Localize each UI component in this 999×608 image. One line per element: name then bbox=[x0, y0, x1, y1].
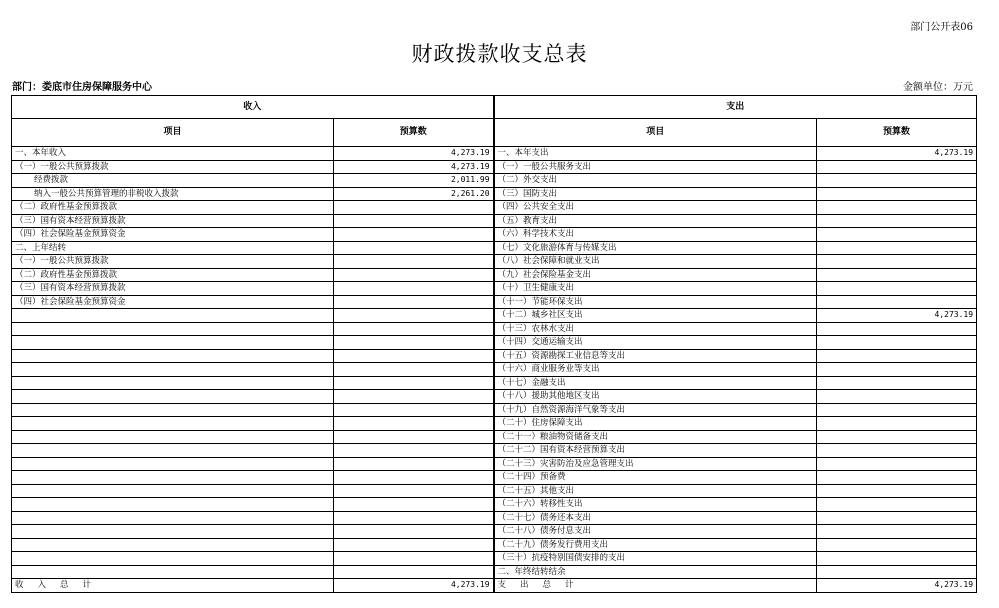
table-row bbox=[12, 444, 977, 458]
income-value-cell bbox=[334, 228, 494, 242]
table-row bbox=[12, 390, 977, 404]
income-value-cell bbox=[334, 241, 494, 255]
table-row bbox=[12, 268, 977, 282]
table-row bbox=[12, 295, 977, 309]
table-row bbox=[12, 511, 977, 525]
expense-item-cell: （十四）交通运输支出 bbox=[494, 336, 817, 350]
income-value-cell: 2,011.99 bbox=[334, 174, 494, 188]
expense-item-cell: （二十四）预备费 bbox=[494, 471, 817, 485]
expense-total-label: 支出总计 bbox=[494, 579, 817, 593]
income-value-cell: 4,273.19 bbox=[334, 147, 494, 161]
expense-item-cell: （七）文化旅游体育与传媒支出 bbox=[494, 241, 817, 255]
expense-item-cell: （六）科学技术支出 bbox=[494, 228, 817, 242]
total-row bbox=[12, 579, 977, 593]
expense-value-cell bbox=[817, 349, 977, 363]
expense-value-cell bbox=[817, 282, 977, 296]
expense-value-cell bbox=[817, 201, 977, 215]
income-value-cell bbox=[334, 565, 494, 579]
income-value-cell bbox=[334, 255, 494, 269]
table-row bbox=[12, 160, 977, 174]
expense-item-cell: （八）社会保障和就业支出 bbox=[494, 255, 817, 269]
income-item-cell bbox=[12, 525, 334, 539]
income-item-cell bbox=[12, 376, 334, 390]
expense-item-cell: （九）社会保险基金支出 bbox=[494, 268, 817, 282]
income-item-cell bbox=[12, 363, 334, 377]
table-row bbox=[12, 498, 977, 512]
expense-value-cell bbox=[817, 538, 977, 552]
expense-item-cell: （十五）资源勘探工业信息等支出 bbox=[494, 349, 817, 363]
expense-item-cell: （五）教育支出 bbox=[494, 214, 817, 228]
income-value-cell bbox=[334, 363, 494, 377]
income-item-cell bbox=[12, 471, 334, 485]
income-item-cell bbox=[12, 538, 334, 552]
table-row bbox=[12, 228, 977, 242]
table-row bbox=[12, 282, 977, 296]
expense-budget-col-header: 预算数 bbox=[817, 119, 977, 147]
income-item-cell: （四）社会保险基金预算资金 bbox=[12, 295, 334, 309]
expense-item-cell: （十九）自然资源海洋气象等支出 bbox=[494, 403, 817, 417]
table-row bbox=[12, 457, 977, 471]
income-item-cell bbox=[12, 565, 334, 579]
expense-value-cell bbox=[817, 241, 977, 255]
expense-value-cell bbox=[817, 295, 977, 309]
expense-value-cell bbox=[817, 525, 977, 539]
income-value-cell bbox=[334, 498, 494, 512]
expense-item-cell: （三）国防支出 bbox=[494, 187, 817, 201]
expense-item-cell: （二十九）债务发行费用支出 bbox=[494, 538, 817, 552]
income-item-cell: （三）国有资本经营预算拨款 bbox=[12, 214, 334, 228]
income-item-cell bbox=[12, 552, 334, 566]
expense-value-cell bbox=[817, 498, 977, 512]
income-item-cell: 经费拨款 bbox=[12, 174, 334, 188]
expense-value-cell bbox=[817, 417, 977, 431]
expense-item-cell: （十）卫生健康支出 bbox=[494, 282, 817, 296]
expense-value-cell bbox=[817, 403, 977, 417]
table-row bbox=[12, 322, 977, 336]
income-item-cell: （二）政府性基金预算拨款 bbox=[12, 268, 334, 282]
expense-value-cell: 4,273.19 bbox=[817, 309, 977, 323]
table-row bbox=[12, 471, 977, 485]
table-row bbox=[12, 174, 977, 188]
income-item-cell: （四）社会保险基金预算资金 bbox=[12, 228, 334, 242]
income-value-cell bbox=[334, 336, 494, 350]
expense-value-cell bbox=[817, 511, 977, 525]
table-row bbox=[12, 309, 977, 323]
table-body bbox=[12, 147, 977, 593]
expense-value-cell bbox=[817, 363, 977, 377]
expense-value-cell bbox=[817, 457, 977, 471]
income-value-cell bbox=[334, 390, 494, 404]
expense-value-cell bbox=[817, 160, 977, 174]
expense-item-cell: （二十）住房保障支出 bbox=[494, 417, 817, 431]
income-value-cell bbox=[334, 444, 494, 458]
income-item-cell: 纳入一般公共预算管理的非税收入拨款 bbox=[12, 187, 334, 201]
income-item-cell: 一、本年收入 bbox=[12, 147, 334, 161]
table-row bbox=[12, 201, 977, 215]
expense-value-cell bbox=[817, 444, 977, 458]
expense-item-cell: 二、年终结转结余 bbox=[494, 565, 817, 579]
income-header: 收入 bbox=[12, 96, 494, 119]
income-value-cell bbox=[334, 525, 494, 539]
expense-item-cell: （十六）商业服务业等支出 bbox=[494, 363, 817, 377]
expense-value-cell bbox=[817, 268, 977, 282]
table-row bbox=[12, 403, 977, 417]
expense-value-cell bbox=[817, 255, 977, 269]
income-item-cell bbox=[12, 498, 334, 512]
income-item-cell: 二、上年结转 bbox=[12, 241, 334, 255]
expense-item-cell: （二十五）其他支出 bbox=[494, 484, 817, 498]
table-row bbox=[12, 525, 977, 539]
income-item-cell bbox=[12, 511, 334, 525]
table-row bbox=[12, 255, 977, 269]
expense-value-cell bbox=[817, 174, 977, 188]
income-item-cell bbox=[12, 336, 334, 350]
expense-item-cell: （二十七）债务还本支出 bbox=[494, 511, 817, 525]
income-item-cell: （一）一般公共预算拨款 bbox=[12, 160, 334, 174]
expense-value-cell bbox=[817, 430, 977, 444]
table-row bbox=[12, 363, 977, 377]
income-total-label: 收入总计 bbox=[12, 579, 334, 593]
income-item-cell bbox=[12, 349, 334, 363]
expense-item-cell: （十八）援助其他地区支出 bbox=[494, 390, 817, 404]
income-value-cell: 4,273.19 bbox=[334, 160, 494, 174]
table-row bbox=[12, 349, 977, 363]
expense-value-cell bbox=[817, 565, 977, 579]
table-row bbox=[12, 430, 977, 444]
expense-item-cell: （四）公共安全支出 bbox=[494, 201, 817, 215]
expense-item-cell: （二十二）国有资本经营预算支出 bbox=[494, 444, 817, 458]
income-value-cell bbox=[334, 457, 494, 471]
income-value-cell bbox=[334, 403, 494, 417]
income-value-cell bbox=[334, 376, 494, 390]
income-value-cell bbox=[334, 214, 494, 228]
table-row bbox=[12, 147, 977, 161]
income-value-cell bbox=[334, 511, 494, 525]
expense-value-cell bbox=[817, 552, 977, 566]
expense-value-cell bbox=[817, 322, 977, 336]
income-item-cell: （二）政府性基金预算拨款 bbox=[12, 201, 334, 215]
table-row bbox=[12, 241, 977, 255]
budget-summary-table bbox=[11, 95, 977, 593]
income-value-cell bbox=[334, 538, 494, 552]
expense-item-cell: （二十六）转移性支出 bbox=[494, 498, 817, 512]
expense-header: 支出 bbox=[494, 96, 977, 119]
income-item-col-header: 项目 bbox=[12, 119, 334, 147]
expense-item-cell: （十三）农林水支出 bbox=[494, 322, 817, 336]
income-value-cell bbox=[334, 471, 494, 485]
table-row bbox=[12, 484, 977, 498]
income-value-cell: 2,261.20 bbox=[334, 187, 494, 201]
expense-item-cell: （二十一）粮油物资储备支出 bbox=[494, 430, 817, 444]
expense-value-cell bbox=[817, 187, 977, 201]
income-value-cell bbox=[334, 268, 494, 282]
table-row bbox=[12, 187, 977, 201]
expense-value-cell bbox=[817, 214, 977, 228]
expense-item-cell: 一、本年支出 bbox=[494, 147, 817, 161]
form-number: 部门公开表06 bbox=[910, 22, 973, 33]
expense-value-cell bbox=[817, 390, 977, 404]
income-item-cell bbox=[12, 457, 334, 471]
expense-item-cell: （二）外交支出 bbox=[494, 174, 817, 188]
income-value-cell bbox=[334, 430, 494, 444]
income-budget-col-header: 预算数 bbox=[334, 119, 494, 147]
income-value-cell bbox=[334, 201, 494, 215]
expense-item-cell: （三十）抗疫特别国债安排的支出 bbox=[494, 552, 817, 566]
unit-label: 金额单位：万元 bbox=[903, 82, 973, 93]
table-row bbox=[12, 552, 977, 566]
expense-total-value: 4,273.19 bbox=[817, 579, 977, 593]
expense-item-cell: （一）一般公共服务支出 bbox=[494, 160, 817, 174]
income-item-cell bbox=[12, 309, 334, 323]
income-total-value: 4,273.19 bbox=[334, 579, 494, 593]
income-value-cell bbox=[334, 322, 494, 336]
expense-item-cell: （十七）金融支出 bbox=[494, 376, 817, 390]
expense-item-cell: （二十三）灾害防治及应急管理支出 bbox=[494, 457, 817, 471]
expense-value-cell bbox=[817, 484, 977, 498]
expense-item-col-header: 项目 bbox=[494, 119, 817, 147]
income-item-cell bbox=[12, 484, 334, 498]
table-row bbox=[12, 336, 977, 350]
table-row bbox=[12, 565, 977, 579]
income-item-cell bbox=[12, 417, 334, 431]
income-item-cell bbox=[12, 430, 334, 444]
expense-item-cell: （二十八）债务付息支出 bbox=[494, 525, 817, 539]
expense-item-cell: （十二）城乡社区支出 bbox=[494, 309, 817, 323]
expense-value-cell bbox=[817, 471, 977, 485]
page-title: 财政拨款收支总表 bbox=[411, 42, 588, 66]
income-value-cell bbox=[334, 309, 494, 323]
table-row bbox=[12, 417, 977, 431]
income-value-cell bbox=[334, 349, 494, 363]
income-value-cell bbox=[334, 295, 494, 309]
table-row bbox=[12, 214, 977, 228]
income-item-cell: （一）一般公共预算拨款 bbox=[12, 255, 334, 269]
income-value-cell bbox=[334, 484, 494, 498]
income-value-cell bbox=[334, 417, 494, 431]
table-row bbox=[12, 376, 977, 390]
expense-item-cell: （十一）节能环保支出 bbox=[494, 295, 817, 309]
expense-value-cell bbox=[817, 336, 977, 350]
expense-value-cell bbox=[817, 376, 977, 390]
income-item-cell bbox=[12, 444, 334, 458]
table-row bbox=[12, 538, 977, 552]
expense-value-cell: 4,273.19 bbox=[817, 147, 977, 161]
income-value-cell bbox=[334, 282, 494, 296]
department-label: 部门：娄底市住房保障服务中心 bbox=[12, 82, 152, 93]
income-item-cell: （三）国有资本经营预算拨款 bbox=[12, 282, 334, 296]
expense-value-cell bbox=[817, 228, 977, 242]
income-item-cell bbox=[12, 403, 334, 417]
income-value-cell bbox=[334, 552, 494, 566]
income-item-cell bbox=[12, 322, 334, 336]
income-item-cell bbox=[12, 390, 334, 404]
